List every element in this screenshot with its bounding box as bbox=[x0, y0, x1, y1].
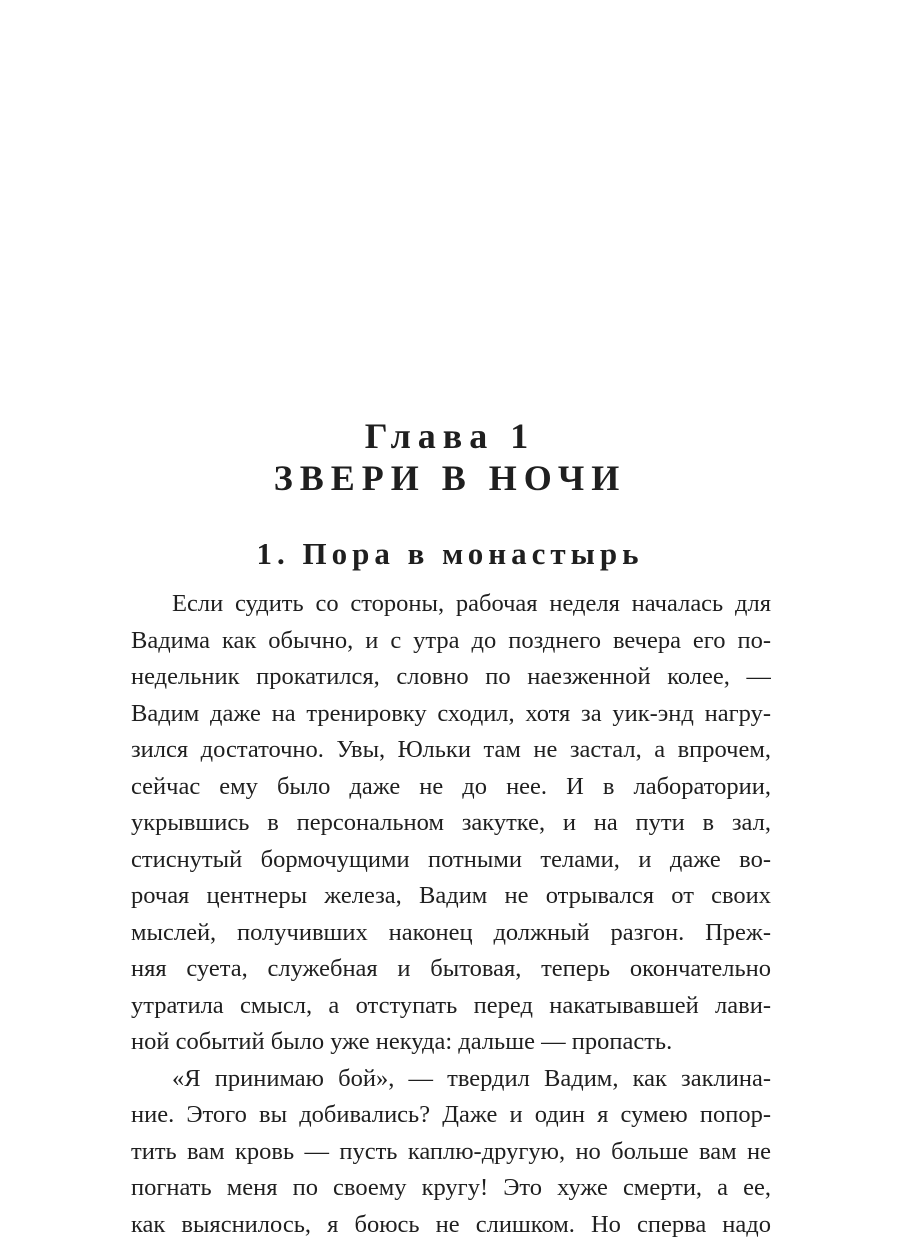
text-line: мыслей, получивших наконец должный разгон. Преж- bbox=[131, 915, 771, 952]
text-line: недельник прокатился, словно по наезженной колее, — bbox=[131, 659, 771, 696]
text-line: стиснутый бормочущими потными телами, и даже во- bbox=[131, 842, 771, 879]
text-line: Вадим даже на тренировку сходил, хотя за уик-энд нагру- bbox=[131, 696, 771, 733]
text-line: как выяснилось, я боюсь не слишком. Но сперва надо bbox=[131, 1207, 771, 1243]
text-line: рочая центнеры железа, Вадим не отрывался от своих bbox=[131, 878, 771, 915]
chapter-title: ЗВЕРИ В НОЧИ bbox=[0, 458, 900, 498]
text-line: «Я принимаю бой», — твердил Вадим, как заклина- bbox=[131, 1061, 771, 1098]
text-line: утратила смысл, а отступать перед накатывавшей лави- bbox=[131, 988, 771, 1025]
text-line: Если судить со стороны, рабочая неделя началась для bbox=[131, 586, 771, 623]
text-line: погнать меня по своему кругу! Это хуже смерти, а ее, bbox=[131, 1170, 771, 1207]
body-text bbox=[131, 586, 771, 1243]
text-line: зился достаточно. Увы, Юльки там не застал, а впрочем, bbox=[131, 732, 771, 769]
section-title: 1. Пора в монастырь bbox=[0, 535, 900, 573]
chapter-number: Глава 1 bbox=[0, 416, 900, 456]
text-line: няя суета, служебная и бытовая, теперь окончательно bbox=[131, 951, 771, 988]
text-line: Вадима как обычно, и с утра до позднего вечера его по- bbox=[131, 623, 771, 660]
text-line: ной событий было уже некуда: дальше — пропасть. bbox=[131, 1024, 771, 1061]
text-line: укрывшись в персональном закутке, и на пути в зал, bbox=[131, 805, 771, 842]
text-line: сейчас ему было даже не до нее. И в лаборатории, bbox=[131, 769, 771, 806]
text-line: тить вам кровь — пусть каплю-другую, но больше вам не bbox=[131, 1134, 771, 1171]
text-line: ние. Этого вы добивались? Даже и один я сумею попор- bbox=[131, 1097, 771, 1134]
